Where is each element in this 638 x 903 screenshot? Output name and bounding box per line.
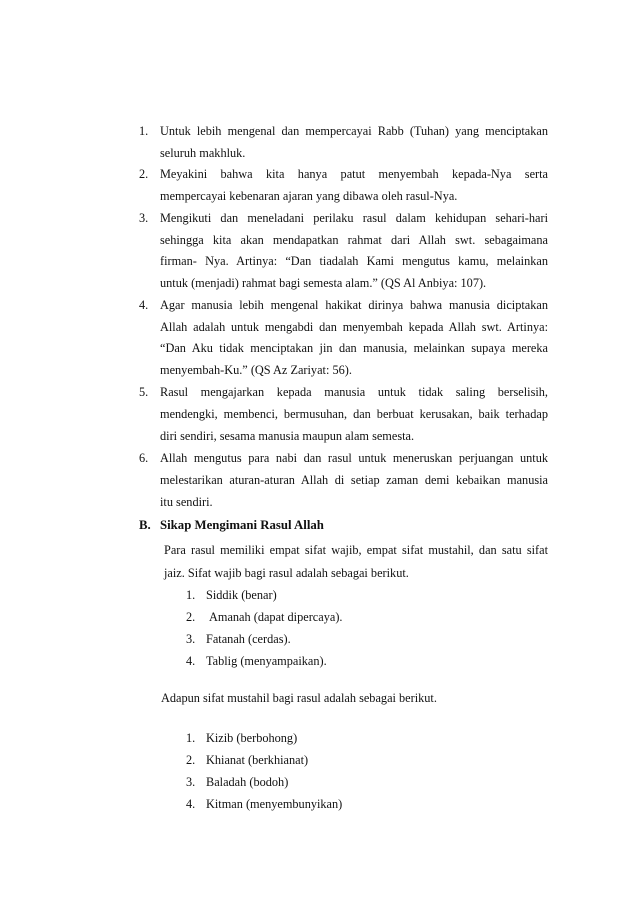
list-text-line: menyembah-Ku.” (QS Az Zariyat: 56).: [160, 363, 352, 377]
list-number: 3.: [186, 775, 196, 789]
list-text-line: Meyakini bahwa kita hanya patut menyembah kepada-Nya serta: [160, 167, 548, 181]
section-title: Sikap Mengimani Rasul Allah: [160, 518, 324, 532]
list-number: 2.: [139, 167, 149, 181]
list-text-line: Agar manusia lebih mengenal hakikat dirinya bahwa manusia diciptakan: [160, 298, 548, 312]
list-text-line: firman- Nya. Artinya: “Dan tiadalah Kami mengutus kamu, melainkan: [160, 254, 548, 268]
list-number: 6.: [139, 451, 149, 465]
list-text-line: Mengikuti dan meneladani perilaku rasul dalam kehidupan sehari-hari: [160, 211, 548, 225]
list-number: 5.: [139, 385, 149, 399]
list-item: Baladah (bodoh): [206, 775, 289, 789]
list-item: Kitman (menyembunyikan): [206, 797, 343, 811]
list-number: 2.: [186, 610, 196, 624]
section-label: B.: [139, 518, 151, 532]
list-text-line: itu sendiri.: [160, 495, 213, 509]
list-item: Amanah (dapat dipercaya).: [209, 610, 343, 624]
list-text-line: untuk (menjadi) rahmat bagi semesta alam.” (QS Al Anbiya: 107).: [160, 276, 487, 290]
list-item: Fatanah (cerdas).: [206, 632, 291, 646]
list-text-line: Rasul mengajarkan kepada manusia untuk tidak saling berselisih,: [160, 385, 548, 399]
list-text-line: sehingga kita akan mendapatkan rahmat dari Allah swt. sebagaimana: [160, 233, 548, 247]
list-number: 4.: [139, 298, 149, 312]
list-number: 4.: [186, 797, 196, 811]
list-item: Kizib (berbohong): [206, 731, 298, 745]
list-text-line: melestarikan aturan-aturan Allah di setiap zaman demi kebaikan manusia: [160, 473, 548, 487]
list-text-line: “Dan Aku tidak menciptakan jin dan manusia, melainkan supaya mereka: [160, 341, 548, 355]
paragraph-line: jaiz. Sifat wajib bagi rasul adalah sebagai berikut.: [164, 566, 409, 580]
list-number: 1.: [186, 731, 196, 745]
mustahil-intro: Adapun sifat mustahil bagi rasul adalah sebagai berikut.: [161, 691, 437, 705]
list-number: 3.: [186, 632, 196, 646]
list-number: 1.: [186, 588, 196, 602]
list-text-line: Allah adalah untuk mengabdi dan menyembah kepada Allah swt. Artinya:: [160, 320, 548, 334]
list-number: 1.: [139, 124, 149, 138]
list-text-line: mempercayai kebenaran ajaran yang dibawa oleh rasul-Nya.: [160, 189, 458, 203]
list-item: Tablig (menyampaikan).: [206, 654, 327, 668]
list-number: 2.: [186, 753, 196, 767]
list-text-line: diri sendiri, sesama manusia maupun alam semesta.: [160, 429, 415, 443]
list-text-line: seluruh makhluk.: [160, 146, 246, 160]
list-item: Khianat (berkhianat): [206, 753, 309, 767]
list-number: 4.: [186, 654, 196, 668]
list-text-line: mendengki, membenci, bermusuhan, dan berbuat kerusakan, baik terhadap: [160, 407, 548, 421]
list-number: 3.: [139, 211, 149, 225]
list-item: Siddik (benar): [206, 588, 277, 602]
list-text-line: Untuk lebih mengenal dan mempercayai Rabb (Tuhan) yang menciptakan: [160, 124, 548, 138]
list-text-line: Allah mengutus para nabi dan rasul untuk meneruskan perjuangan untuk: [160, 451, 548, 465]
paragraph-line: Para rasul memiliki empat sifat wajib, empat sifat mustahil, dan satu sifat: [164, 543, 548, 557]
